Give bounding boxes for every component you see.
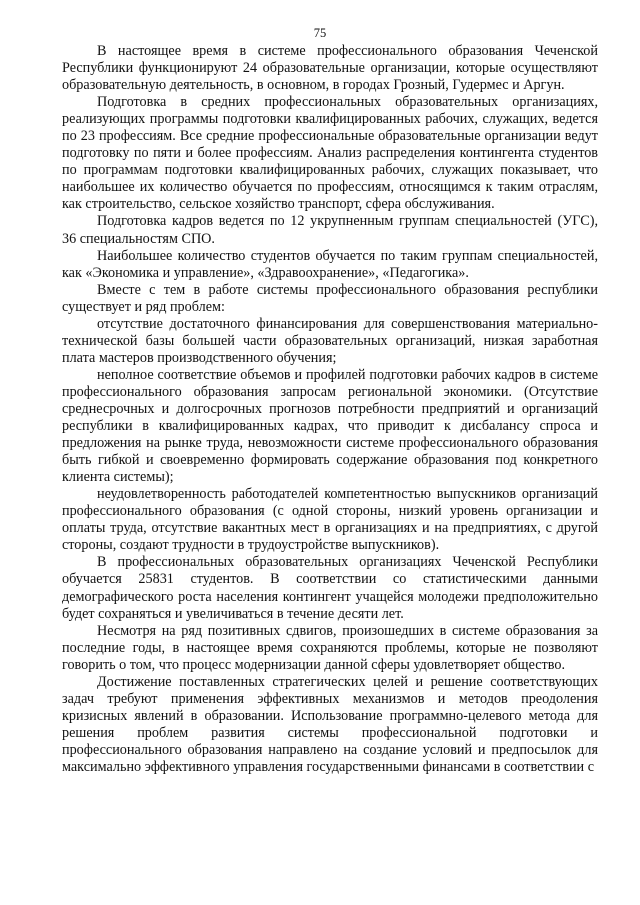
paragraph: В настоящее время в системе профессионального образования Чеченской Республики функционируют 24 образовательные организации, которые осуществляют образовательную деятельность, в основном, в городах Грозный, Гудермес и Аргун. — [62, 43, 598, 94]
paragraph: Достижение поставленных стратегических целей и решение соответствующих задач требуют применения эффективных механизмов и методов преодоления кризисных явлений в образовании. Использование программно-целевого метода для решения проблем развития системы профессиональной подготовки и профессионального образования направлено на создание условий и предпосылок для максимально эффективного управления государственными финансами в соответствии с — [62, 673, 598, 775]
paragraph: Несмотря на ряд позитивных сдвигов, произошедших в системе образования за последние годы, в настоящее время сохраняются проблемы, которые не позволяют говорить о том, что процесс модернизации данной сферы удовлетворяет общество. — [62, 622, 598, 673]
list-item-paragraph: неудовлетворенность работодателей компетентностью выпускников организаций профессионального образования (с одной стороны, низкий уровень организации и оплаты труда, отсутствие вакантных мест в организациях и на предприятиях, с другой стороны, создают трудности в трудоустройстве выпускников). — [62, 486, 598, 554]
paragraph: В профессиональных образовательных организациях Чеченской Республики обучается 25831 студентов. В соответствии со статистическими данными демографического роста населения контингент учащейся молодежи предположительно будет сохраняться и увеличиваться в течение десяти лет. — [62, 554, 598, 622]
paragraph: Наибольшее количество студентов обучается по таким группам специальностей, как «Экономика и управление», «Здравоохранение», «Педагогика». — [62, 247, 598, 281]
list-item-paragraph: отсутствие достаточного финансирования для совершенствования материально-технической базы большей части образовательных организаций, низкая заработная плата мастеров производственного обучения; — [62, 315, 598, 366]
document-body — [62, 43, 598, 776]
page-number: 75 — [313, 26, 327, 40]
list-item-paragraph: неполное соответствие объемов и профилей подготовки рабочих кадров в системе профессионального образования запросам региональной экономики. (Отсутствие среднесрочных и долгосрочных прогнозов потребности предприятий и организаций республики в квалифицированных кадрах, что приводит к дисбалансу спроса и предложения на рынке труда, невозможности системе профессионального образования быть гибкой и своевременно формировать содержание образования под конкретного клиента системы); — [62, 366, 598, 486]
paragraph: Вместе с тем в работе системы профессионального образования республики существует и ряд проблем: — [62, 281, 598, 315]
paragraph: Подготовка в средних профессиональных образовательных организациях, реализующих программы подготовки квалифицированных рабочих, служащих, ведется по 23 профессиям. Все средние профессиональные образовательные организации ведут подготовку по пяти и более профессиям. Анализ распределения контингента студентов по программам подготовки квалифицированных рабочих, служащих показывает, что наибольшее их количество обучается по профессиям, относящимся к таким отраслям, как строительство, сельское хозяйство транспорт, сфера обслуживания. — [62, 94, 598, 213]
paragraph: Подготовка кадров ведется по 12 укрупненным группам специальностей (УГС), 36 специальностям СПО. — [62, 213, 598, 247]
